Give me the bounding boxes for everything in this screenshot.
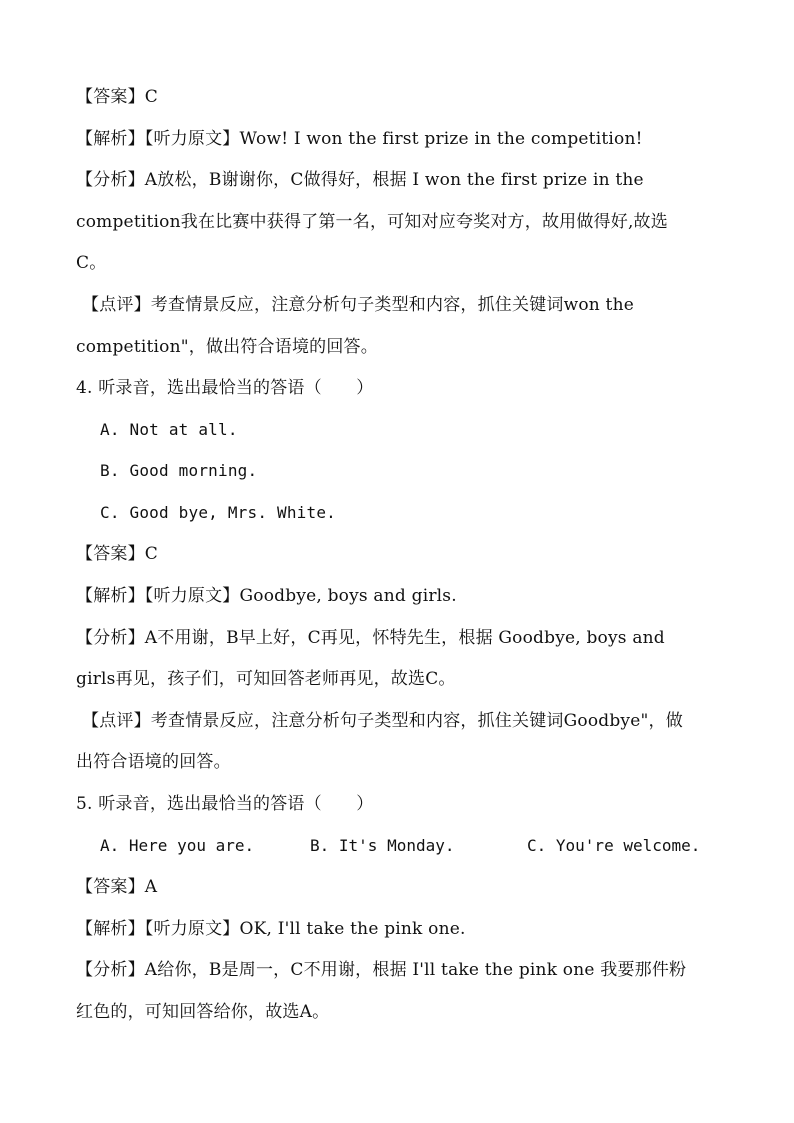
q3-comment-line2: competition"，做出符合语境的回答。: [76, 337, 378, 357]
q5-option-a: A. Here you are.: [100, 836, 255, 855]
q5-option-b: B. It's Monday.: [310, 836, 455, 855]
q5-question: 5. 听录音，选出最恰当的答语（ ）: [76, 794, 374, 814]
q4-explain-line2: girls再见，孩子们，可知回答老师再见，故选C。: [76, 669, 456, 689]
q5-answer: 【答案】A: [76, 877, 158, 897]
q5-option-c: C. You're welcome.: [527, 836, 701, 855]
q3-explain-line3: C。: [76, 253, 107, 273]
q3-answer: 【答案】C: [76, 87, 159, 107]
q4-analysis: 【解析】【听力原文】Goodbye, boys and girls.: [76, 586, 457, 606]
q4-option-c: C. Good bye, Mrs. White.: [100, 503, 336, 522]
q3-comment-line1: 【点评】考查情景反应，注意分析句子类型和内容，抓住关键词won the: [82, 295, 634, 315]
q4-answer: 【答案】C: [76, 544, 159, 564]
q5-explain-line2: 红色的，可知回答给你，故选A。: [76, 1002, 330, 1022]
q4-comment-line2: 出符合语境的回答。: [76, 752, 231, 772]
q4-option-a: A. Not at all.: [100, 420, 238, 439]
q5-explain-line1: 【分析】A给你，B是周一，C不用谢，根据 I'll take the pink one 我要那件粉: [76, 960, 687, 980]
q4-explain-line1: 【分析】A不用谢，B早上好，C再见，怀特先生，根据 Goodbye, boys and: [76, 628, 665, 648]
q4-option-b: B. Good morning.: [100, 461, 258, 480]
q4-question: 4. 听录音，选出最恰当的答语（ ）: [76, 378, 374, 398]
q3-analysis: 【解析】【听力原文】Wow! I won the first prize in the competition!: [76, 129, 643, 149]
q5-analysis: 【解析】【听力原文】OK, I'll take the pink one.: [76, 919, 466, 939]
q4-comment-line1: 【点评】考查情景反应，注意分析句子类型和内容，抓住关键词Goodbye"，做: [82, 711, 683, 731]
q3-explain-line1: 【分析】A放松，B谢谢你，C做得好，根据 I won the first prize in the: [76, 170, 644, 190]
q3-explain-line2: competition我在比赛中获得了第一名，可知对应夸奖对方，故用做得好,故选: [76, 212, 668, 232]
